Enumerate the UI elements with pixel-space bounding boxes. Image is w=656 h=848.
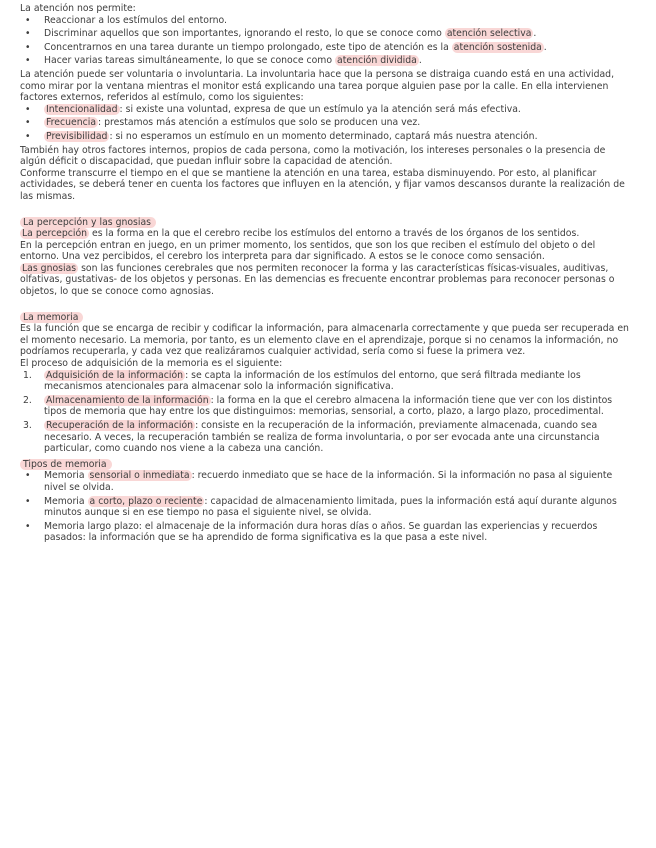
highlight: atención selectiva (446, 28, 532, 40)
memory-paragraph: Es la función que se encarga de recibir y codificar la información, para almacenarla correctamente y que pueda ser recuperada en el momento necesario. La memoria, por tanto, es un elemento clave en el aprendizaje, porque si no cenamos la información, no podríamos recuperarla, y cada vez que realizáramos cualquier actividad, sería como si fuese la primera vez. (20, 323, 629, 358)
perception-paragraph: La percepción es la forma en la que el cerebro recibe los estímulos del entorno a través de los órganos de los sentidos. (22, 228, 580, 240)
highlight: La percepción (22, 228, 88, 240)
list-item: 1. Adquisición de la información : se capta la información de los estímulos del entorno, que será filtrada mediante los mecanismos atencionales para almacenar solo la información significativa. (20, 370, 634, 393)
highlight: atención dividida (337, 55, 417, 67)
list-item: • Memoria a corto, plazo o reciente : capacidad de almacenamiento limitada, pues la información está aquí durante algunos minutos aunque si en ese tiempo no pasa el siguiente nivel, se olvida. (20, 496, 634, 519)
highlight: Almacenamiento de la información (46, 394, 209, 406)
list-item: 3. Recuperación de la información : consiste en la recuperación de la información, previamente almacenada, cuando sea necesario. A veces, la recuperación también se realiza de forma involuntaria, o por ser evocada ante una circunstancia particular, como cuando nos viene a la cabeza una canción. (20, 420, 634, 455)
list-item: 2. Almacenamiento de la información : la forma en la que el cerebro almacena la información tiene que ver con los distintos tipos de memoria que hay entre los que distinguimos: memorias, sensorial, a corto, plazo, a largo plazo, procedimental. (20, 395, 634, 418)
memory-steps (20, 370, 634, 455)
list-item: • Previsibilidad : si no esperamos un estímulo en un momento determinado, captará más nuestra atención. (20, 131, 634, 143)
list-item: • Concentrarnos en una tarea durante un tiempo prolongado, este tipo de atención es la atención sostenida . (20, 42, 634, 54)
list-item: • Hacer varias tareas simultáneamente, lo que se conoce como atención dividida . (20, 55, 634, 67)
memory-types (20, 470, 634, 544)
highlight: atención sostenida (453, 41, 542, 53)
section-heading-memory: La memoria (20, 312, 83, 324)
attention-paragraph: Conforme transcurre el tiempo en el que se mantiene la atención en una tarea, estaba disminuyendo. Por esto, al planificar actividades, se deberá tener en cuenta los factores que influyen en la atención, y fijar vamos descansos durante la realización de las mismas. (20, 167, 625, 202)
highlight: sensorial o inmediata (89, 470, 190, 482)
list-item: • Discriminar aquellos que son importantes, ignorando el resto, lo que se conoce como atención selectiva . (20, 28, 634, 40)
perception-paragraph: En la percepción entran en juego, en un primer momento, los sentidos, que son los que reciben el estímulo del objeto o del entorno. Una vez percibidos, el cerebro los interpreta para dar significado. A estos se le conoce como sensación. (20, 239, 596, 263)
highlight: Recuperación de la información (46, 420, 194, 431)
memory-paragraph: El proceso de adquisición de la memoria es el siguiente: (20, 358, 283, 370)
attention-bullets (20, 15, 634, 67)
highlight: Adquisición de la información (46, 369, 184, 381)
attention-factors (20, 104, 634, 143)
attention-paragraph: También hay otros factores internos, propios de cada persona, como la motivación, los intereses personales o la presencia de algún déficit o discapacidad, que puedan influir sobre la capacidad de atención. (20, 144, 606, 168)
highlight: a corto, plazo o reciente (89, 495, 203, 507)
list-item: • Memoria sensorial o inmediata : recuerdo inmediato que se hace de la información. Si la información no pasa al siguiente nivel se olvida. (20, 470, 634, 493)
attention-intro: La atención nos permite: (20, 3, 136, 14)
highlight: Intencionalidad (46, 103, 118, 115)
highlight: Las gnosias (22, 262, 77, 274)
list-item: • Memoria largo plazo: el almacenaje de la información dura horas días o años. Se guardan las experiencias y recuerdos pasados: la información que se ha aprendido de forma significativa es la que pasa a este nivel. (20, 521, 634, 544)
list-item: • Frecuencia : prestamos más atención a estímulos que solo se producen una vez. (20, 117, 634, 129)
perception-paragraph: Las gnosias son las funciones cerebrales que nos permiten reconocer la forma y las características físicas-visuales, auditivas, olfativas, gustativas- de los objetos y personas. En las demencias es frecuente encontrar problemas para reconocer personas o objetos, lo que se conoce como agnosias. (20, 262, 615, 298)
list-item: • Intencionalidad : si existe una voluntad, expresa de que un estímulo ya la atención será más efectiva. (20, 104, 634, 116)
list-item: • Reaccionar a los estímulos del entorno. (20, 15, 634, 27)
section-heading-memory-types: Tipos de memoria (20, 459, 112, 471)
section-heading-perception: La percepción y las gnosias (20, 217, 156, 229)
highlight: Frecuencia (46, 117, 97, 129)
highlight: Previsibilidad (46, 130, 108, 142)
attention-paragraph: La atención puede ser voluntaria o involuntaria. La involuntaria hace que la persona se distraiga cuando está en una actividad, como mirar por la ventana mientras el monitor está explicando una tarea porque alguien pase por la calle. En ella intervienen factores externos, referidos al estímulo, como los siguientes: (20, 68, 615, 104)
